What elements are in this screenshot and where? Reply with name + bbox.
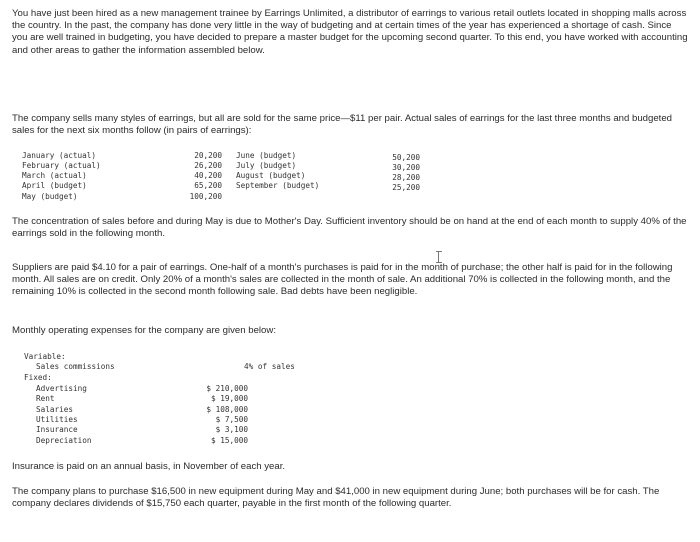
expense-label: Advertising (36, 384, 87, 393)
styles-paragraph: The company sells many styles of earrings, but all are sold for the same price—$11 per pair. Actual sales of earrings for the last three months and budgeted sales for the next six months follow (in pairs of earrings): (12, 113, 673, 137)
fixed-label: Fixed: (24, 373, 52, 382)
sales-month-label: June (budget) (236, 151, 297, 160)
expense-label: Rent (36, 394, 55, 403)
expense-value: $ 15,000 (210, 436, 248, 445)
expense-value: $ 108,000 (206, 405, 248, 414)
expense-label: Utilities (36, 415, 78, 424)
sales-value: 28,200 (392, 173, 420, 182)
intro-paragraph: You have just been hired as a new management trainee by Earrings Unlimited, a distributor of earrings to various retail outlets located in shopping malls across the country. In the past, the company has done very little in the way of budgeting and at certain times of the year has experienced a shortage of cash. Since you are well trained in budgeting, you have decided to prepare a master budget for the upcoming second quarter. To this end, you have worked with accounting and other areas to gather the information assembled below. (12, 8, 688, 56)
variable-label: Variable: (24, 352, 66, 361)
sales-month-label: September (budget) (236, 181, 320, 190)
sales-month-label: January (actual) (22, 151, 97, 160)
expense-value: $ 3,100 (215, 425, 248, 434)
sales-value: 50,200 (392, 153, 420, 162)
sales-value: 65,200 (194, 181, 222, 190)
suppliers-paragraph: Suppliers are paid $4.10 for a pair of earrings. One-half of a month's purchases is paid for in the month of purchase; the other half is paid for in the following month. All sales are on credit. Only 20% of a month's sales are collected in the month of sale. An additional 70% is collected in the following month, and the remaining 10% is collected in the second month following sale. Bad debts have been negligible. (12, 262, 673, 298)
monthly-paragraph: Monthly operating expenses for the company are given below: (12, 325, 276, 336)
plans-paragraph: The company plans to purchase $16,500 in new equipment during May and $41,000 in new equipment during June; both purchases will be for cash. The company declares dividends of $15,750 each quarter, payable in the first month of the following quarter. (12, 486, 660, 510)
sales-month-label: March (actual) (22, 171, 87, 180)
sales-month-label: May (budget) (22, 192, 78, 201)
concentration-paragraph: The concentration of sales before and during May is due to Mother's Day. Sufficient inventory should be on hand at the end of each month to supply 40% of the earrings sold in the following month. (12, 216, 687, 240)
expense-value: $ 210,000 (206, 384, 248, 393)
sales-commissions-label: Sales commissions (36, 362, 115, 371)
sales-value: 100,200 (189, 192, 222, 201)
insurance-paragraph: Insurance is paid on an annual basis, in November of each year. (12, 461, 286, 472)
expense-label: Salaries (36, 405, 74, 414)
sales-value: 25,200 (392, 183, 420, 192)
sales-value: 20,200 (194, 151, 222, 160)
expense-value: $ 7,500 (215, 415, 248, 424)
sales-value: 26,200 (194, 161, 222, 170)
expense-value: $ 19,000 (210, 394, 248, 403)
sales-commissions-value: 4% of sales (244, 362, 295, 371)
expense-label: Insurance (36, 425, 78, 434)
sales-value: 30,200 (392, 163, 420, 172)
sales-value: 40,200 (194, 171, 222, 180)
sales-month-label: February (actual) (22, 161, 101, 170)
sales-month-label: April (budget) (22, 181, 87, 190)
expense-label: Depreciation (36, 436, 92, 445)
sales-month-label: July (budget) (236, 161, 297, 170)
sales-month-label: August (budget) (236, 171, 306, 180)
